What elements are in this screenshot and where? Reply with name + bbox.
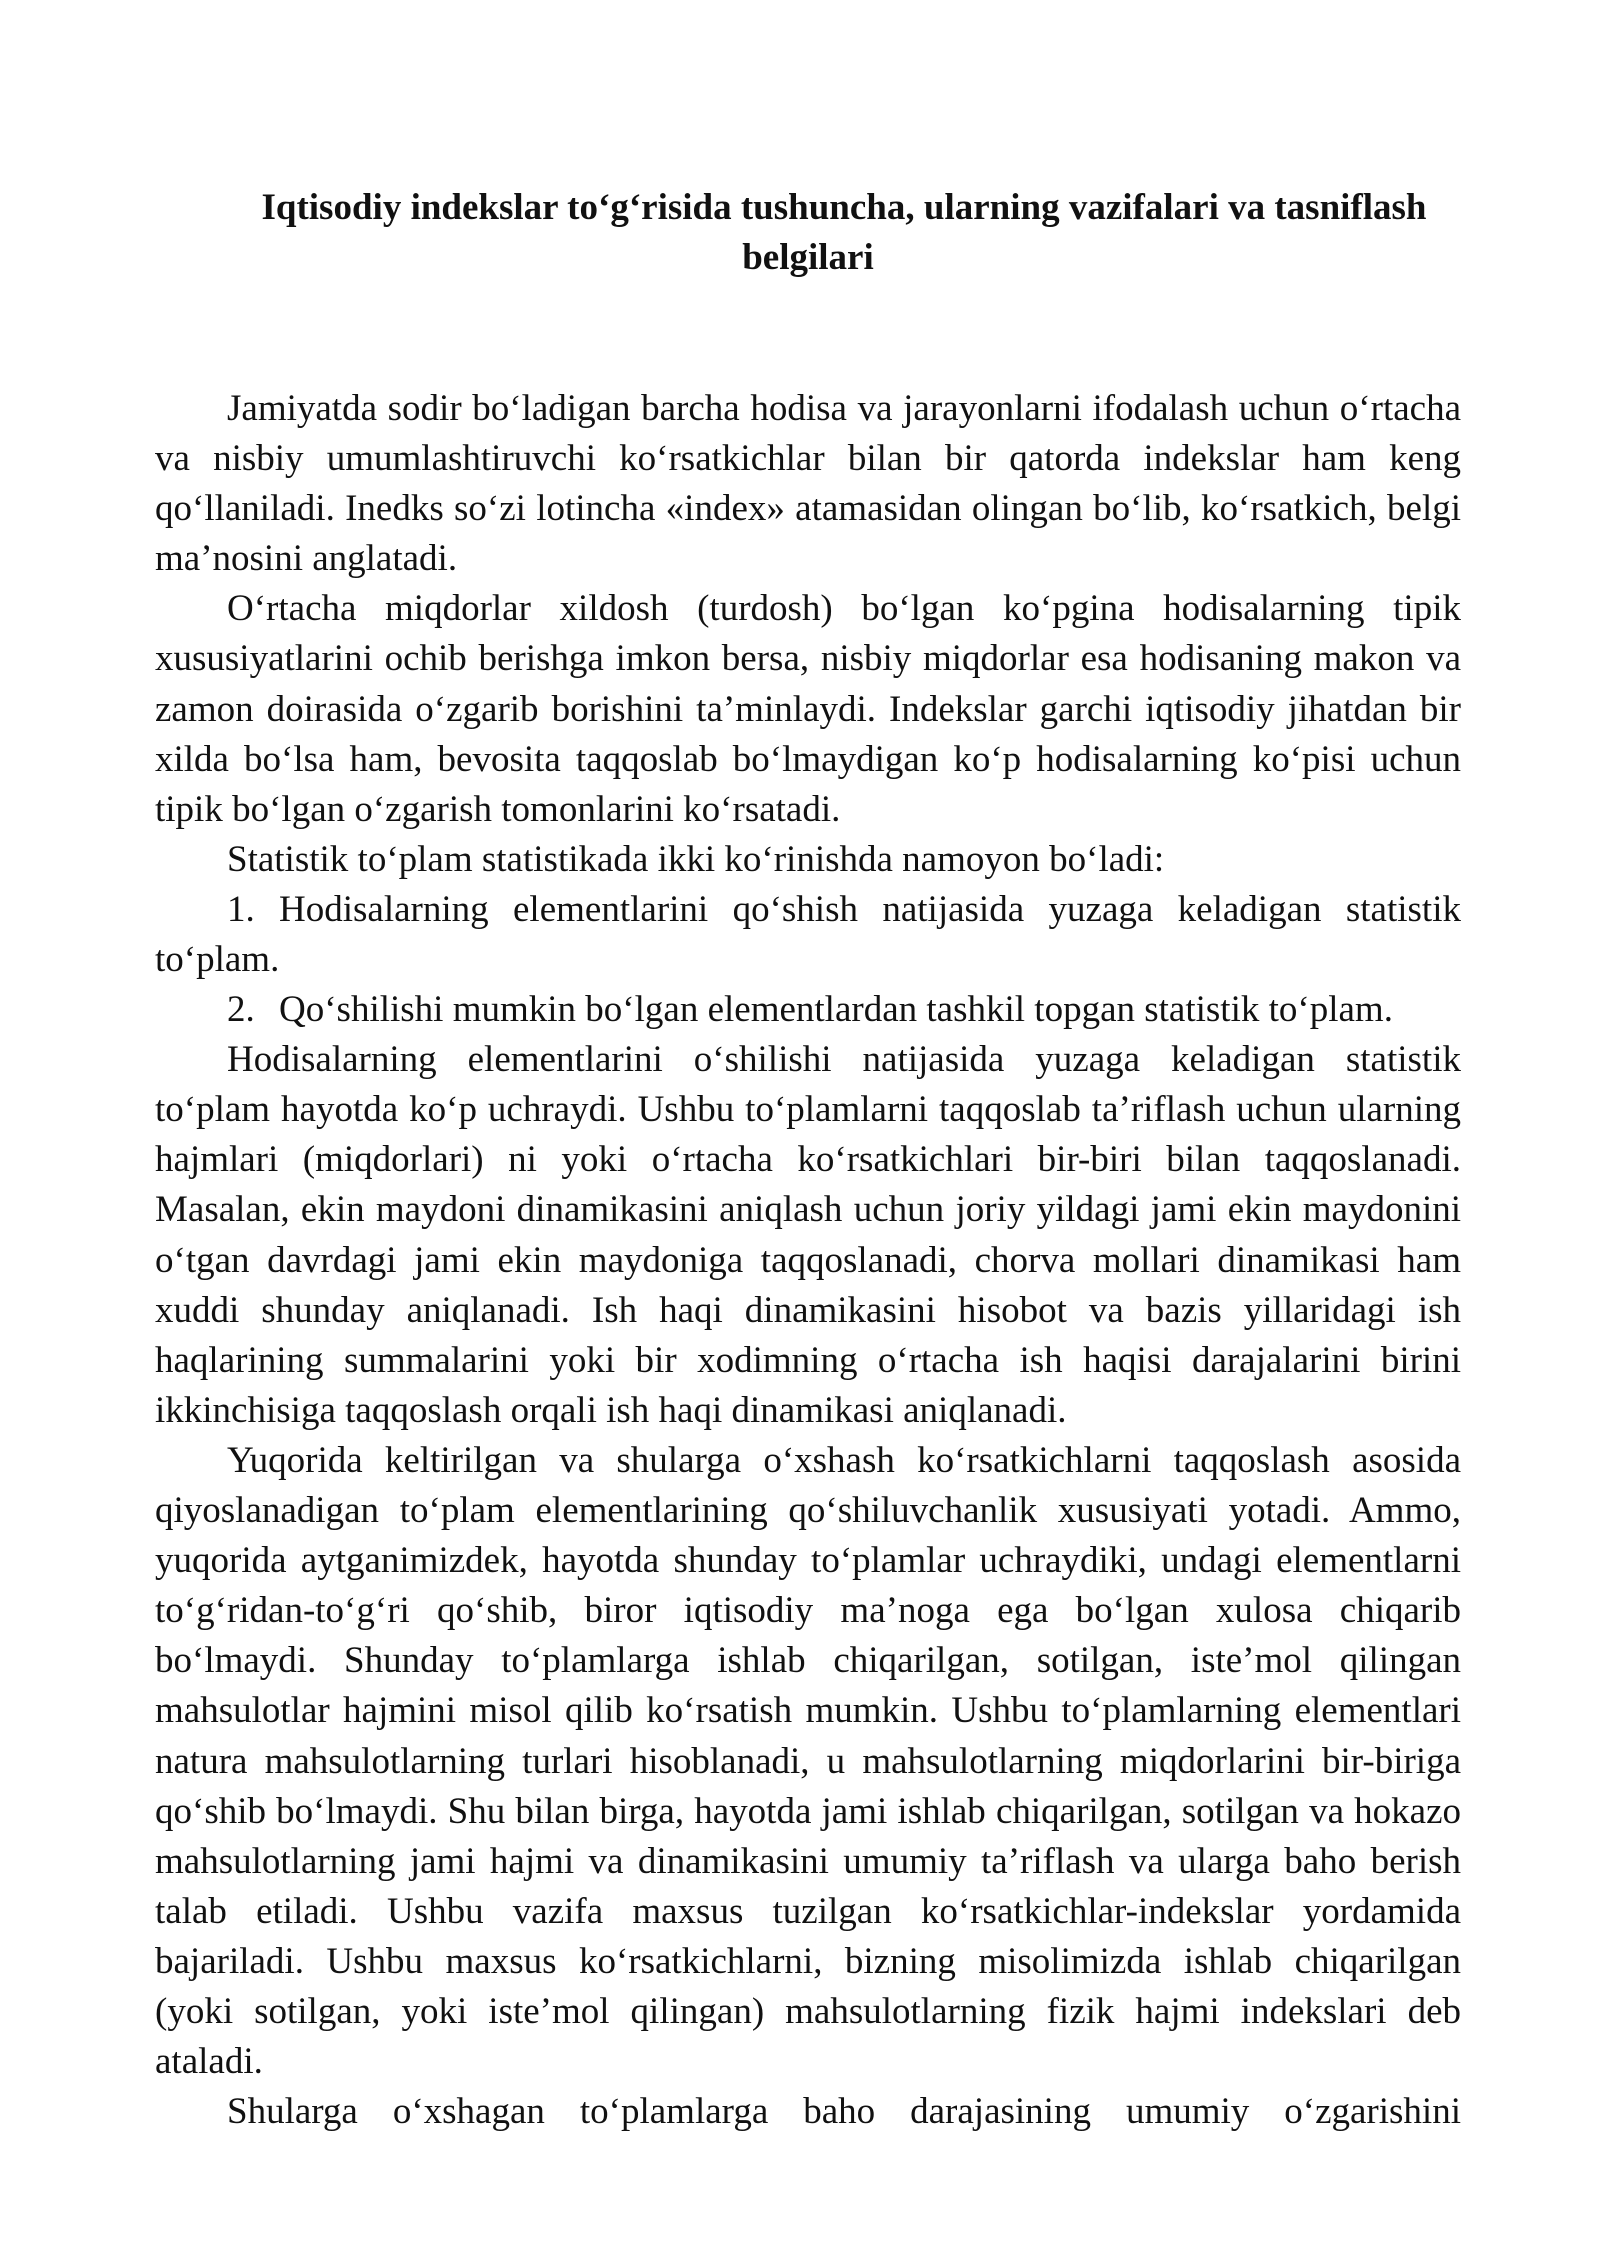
list-item-line xyxy=(155,885,1461,935)
text-line: yuqorida aytganimizdek, hayotda shunday to‘plamlar uchraydiki, undagi elementlarni xyxy=(155,1540,1461,1582)
title-line: belgilari xyxy=(742,237,874,279)
text-line: to‘plam. xyxy=(155,939,280,981)
list-marker: 2. xyxy=(227,989,255,1031)
paragraph xyxy=(155,584,1461,834)
text-line: (yoki sotilgan, yoki iste’mol qilingan) mahsulotlarning fizik hajmi indekslari deb xyxy=(155,1990,1461,2032)
text-line: xuddi shunday aniqlanadi. Ish haqi dinamikasini hisobot va bazis yillaridagi ish xyxy=(155,1289,1461,1331)
text-line: qo‘llaniladi. Inedks so‘zi lotincha «index» atamasidan olingan bo‘lib, ko‘rsatkich, belgi xyxy=(155,488,1461,530)
text-line: ma’nosini anglatadi. xyxy=(155,538,458,580)
text-line: ikkinchisiga taqqoslash orqali ish haqi dinamikasi aniqlanadi. xyxy=(155,1389,1067,1431)
text-line: talab etiladi. Ushbu vazifa maxsus tuzilgan ko‘rsatkichlar-indekslar yordamida xyxy=(155,1890,1461,1932)
document-content xyxy=(155,183,1461,2137)
page-title xyxy=(155,183,1461,283)
text-line: qo‘shib bo‘lmaydi. Shu bilan birga, hayotda jami ishlab chiqarilgan, sotilgan va hokazo xyxy=(155,1790,1461,1832)
text-line: mahsulotlar hajmini misol qilib ko‘rsatish mumkin. Ushbu to‘plamlarning elementlari xyxy=(155,1690,1461,1732)
text-line: Hodisalarning elementlarini qo‘shish natijasida yuzaga keladigan statistik xyxy=(279,888,1461,930)
paragraph xyxy=(155,835,1461,885)
text-line: Masalan, ekin maydoni dinamikasini aniqlash uchun joriy yildagi jami ekin maydonini xyxy=(155,1189,1461,1231)
text-line: hajmlari (miqdorlari) ni yoki o‘rtacha ko‘rsatkichlari bir-biri bilan taqqoslanadi. xyxy=(155,1139,1461,1181)
text-line: to‘plam hayotda ko‘p uchraydi. Ushbu to‘plamlarni taqqoslab ta’riflash uchun ularning xyxy=(155,1089,1461,1131)
paragraph xyxy=(155,1035,1461,1436)
text-line: tipik bo‘lgan o‘zgarish tomonlarini ko‘rsatadi. xyxy=(155,788,841,830)
text-line: Yuqorida keltirilgan va shularga o‘xshash ko‘rsatkichlarni taqqoslash asosida xyxy=(227,1439,1461,1481)
document-body xyxy=(155,384,1461,2137)
text-line: Qo‘shilishi mumkin bo‘lgan elementlardan tashkil topgan statistik to‘plam. xyxy=(279,989,1393,1031)
paragraph xyxy=(155,2087,1461,2137)
list-marker: 1. xyxy=(227,888,255,930)
text-line: o‘tgan davrdagi jami ekin maydoniga taqqoslanadi, chorva mollari dinamikasi ham xyxy=(155,1239,1461,1281)
title-line: Iqtisodiy indekslar to‘g‘risida tushuncha, ularning vazifalari va tasniflash xyxy=(261,187,1427,228)
text-line: zamon doirasida o‘zgarib borishini ta’minlaydi. Indekslar garchi iqtisodiy jihatdan bir xyxy=(155,688,1461,730)
text-line: qiyoslanadigan to‘plam elementlarining qo‘shiluvchanlik xususiyati yotadi. Ammo, xyxy=(155,1490,1461,1532)
text-line: xilda bo‘lsa ham, bevosita taqqoslab bo‘lmaydigan ko‘p hodisalarning ko‘pisi uchun xyxy=(155,738,1461,780)
text-line: bo‘lmaydi. Shunday to‘plamlarga ishlab chiqarilgan, sotilgan, iste’mol qilingan xyxy=(155,1640,1461,1682)
list-item-line xyxy=(155,985,1461,1035)
text-line: Shularga o‘xshagan to‘plamlarga baho darajasining umumiy o‘zgarishini xyxy=(227,2091,1461,2133)
text-line: mahsulotlarning jami hajmi va dinamikasini umumiy ta’riflash va ularga baho berish xyxy=(155,1840,1461,1882)
text-line: ataladi. xyxy=(155,2041,263,2083)
paragraph xyxy=(155,384,1461,584)
text-line: to‘g‘ridan-to‘g‘ri qo‘shib, biror iqtisodiy ma’noga ega bo‘lgan xulosa chiqarib xyxy=(155,1590,1461,1632)
text-line: natura mahsulotlarning turlari hisoblanadi, u mahsulotlarning miqdorlarini bir-biriga xyxy=(155,1740,1461,1782)
list-item xyxy=(155,885,1461,985)
text-line: Statistik to‘plam statistikada ikki ko‘rinishda namoyon bo‘ladi: xyxy=(227,838,1165,880)
text-line: xususiyatlarini ochib berishga imkon bersa, nisbiy miqdorlar esa hodisaning makon va xyxy=(155,638,1461,680)
paragraph xyxy=(155,1436,1461,2087)
text-line: O‘rtacha miqdorlar xildosh (turdosh) bo‘lgan ko‘pgina hodisalarning tipik xyxy=(227,588,1461,630)
text-line: Jamiyatda sodir bo‘ladigan barcha hodisa va jarayonlarni ifodalash uchun o‘rtacha xyxy=(227,387,1461,429)
text-line: va nisbiy umumlashtiruvchi ko‘rsatkichlar bilan bir qatorda indekslar ham keng xyxy=(155,438,1461,480)
text-line: haqlarining summalarini yoki bir xodimning o‘rtacha ish haqisi darajalarini birini xyxy=(155,1339,1461,1381)
text-line: Hodisalarning elementlarini o‘shilishi natijasida yuzaga keladigan statistik xyxy=(227,1039,1461,1081)
list-item xyxy=(155,985,1461,1035)
text-line: bajariladi. Ushbu maxsus ko‘rsatkichlarni, bizning misolimizda ishlab chiqarilgan xyxy=(155,1940,1461,1982)
